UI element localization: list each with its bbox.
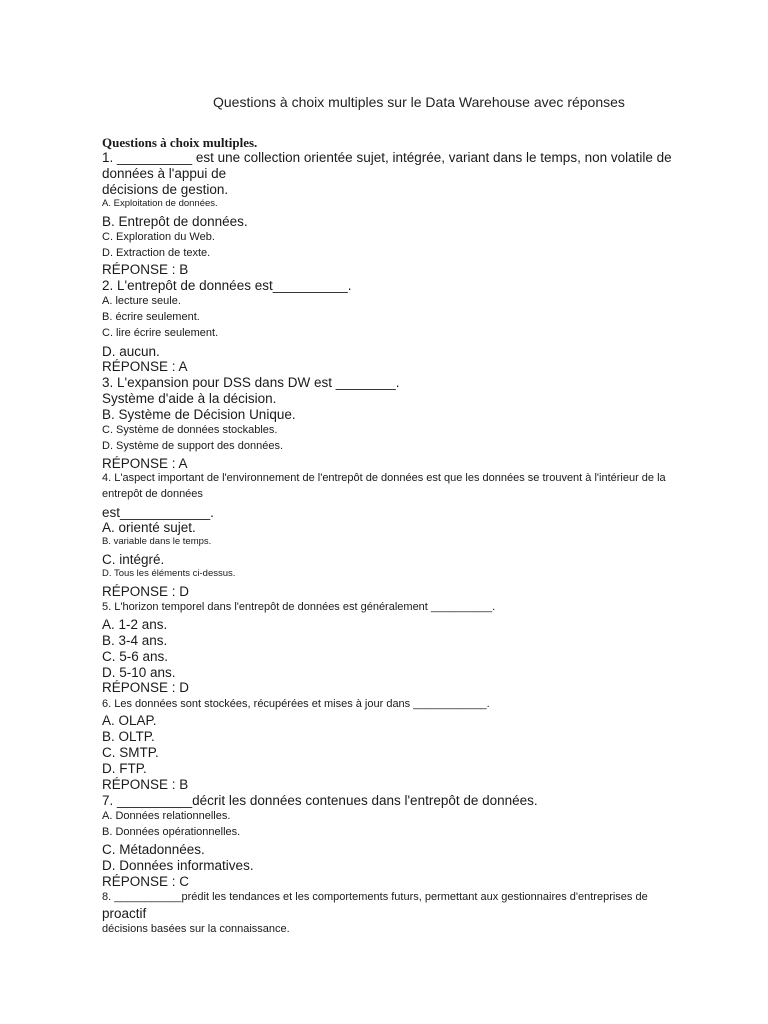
question-4-option-d: D. Tous les éléments ci-dessus. [102,568,236,579]
question-2-option-b: B. écrire seulement. [102,311,200,323]
question-2-option-c: C. lire écrire seulement. [102,327,219,339]
question-5-answer: RÉPONSE : D [102,680,190,695]
question-4-line-1: 4. L'aspect important de l'environnement de l'entrepôt de données est que les données se trouvent à l'intérieur de la [102,472,666,484]
question-4-option-b: B. variable dans le temps. [102,536,212,547]
question-2-option-a: A. lecture seule. [102,295,181,307]
question-3-option-c: C. Système de données stockables. [102,424,278,436]
question-6-text: 6. Les données sont stockées, récupérées et mises à jour dans ____________. [102,698,490,710]
question-4-option-c: C. intégré. [102,552,165,567]
question-7-option-b: B. Données opérationnelles. [102,826,241,838]
question-3-option-a: Système d'aide à la décision. [102,391,277,406]
question-7-text: 7. __________décrit les données contenues dans l'entrepôt de données. [102,793,538,808]
question-5-option-d: D. 5-10 ans. [102,665,176,680]
question-2-text: 2. L'entrepôt de données est__________. [102,278,352,293]
question-6-option-c: C. SMTP. [102,745,159,760]
question-8-line-2: proactif [102,906,147,921]
question-4-line-3: est____________. [102,505,214,520]
question-1-option-c: C. Exploration du Web. [102,231,215,243]
question-5-option-a: A. 1-2 ans. [102,617,168,632]
question-6-option-a: A. OLAP. [102,713,157,728]
question-3-option-b: B. Système de Décision Unique. [102,407,296,422]
question-7-option-a: A. Données relationnelles. [102,810,231,822]
section-heading: Questions à choix multiples. [102,135,258,150]
question-5-option-b: B. 3-4 ans. [102,633,168,648]
question-6-answer: RÉPONSE : B [102,777,189,792]
question-1-line-2: données à l'appui de [102,166,227,181]
question-1-option-a: A. Exploitation de données. [102,198,218,209]
question-1-line-1: 1. __________ est une collection orientée sujet, intégrée, variant dans le temps, non volatile de [102,150,672,165]
question-2-answer: RÉPONSE : A [102,359,188,374]
question-6-option-b: B. OLTP. [102,729,155,744]
question-3-text: 3. L'expansion pour DSS dans DW est ________. [102,375,400,390]
question-8-line-3: décisions basées sur la connaissance. [102,923,290,935]
question-1-option-d: D. Extraction de texte. [102,247,211,259]
question-1-option-b: B. Entrepôt de données. [102,214,248,229]
question-6-option-d: D. FTP. [102,761,147,776]
question-4-answer: RÉPONSE : D [102,584,190,599]
question-3-answer: RÉPONSE : A [102,456,188,471]
page-title: Questions à choix multiples sur le Data Warehouse avec réponses [213,94,625,110]
question-5-text: 5. L'horizon temporel dans l'entrepôt de données est généralement __________. [102,601,496,613]
question-7-option-c: C. Métadonnées. [102,842,205,857]
question-3-option-d: D. Système de support des données. [102,440,283,452]
question-2-option-d: D. aucun. [102,344,160,359]
question-8-line-1: 8. ___________prédit les tendances et les comportements futurs, permettant aux gestionnaires d'entreprises de [102,891,648,903]
question-1-answer: RÉPONSE : B [102,262,189,277]
question-7-answer: RÉPONSE : C [102,874,190,889]
question-4-line-2: entrepôt de données [102,488,203,500]
question-7-option-d: D. Données informatives. [102,858,254,873]
question-4-option-a: A. orienté sujet. [102,520,196,535]
question-1-line-3: décisions de gestion. [102,182,229,197]
question-5-option-c: C. 5-6 ans. [102,649,169,664]
